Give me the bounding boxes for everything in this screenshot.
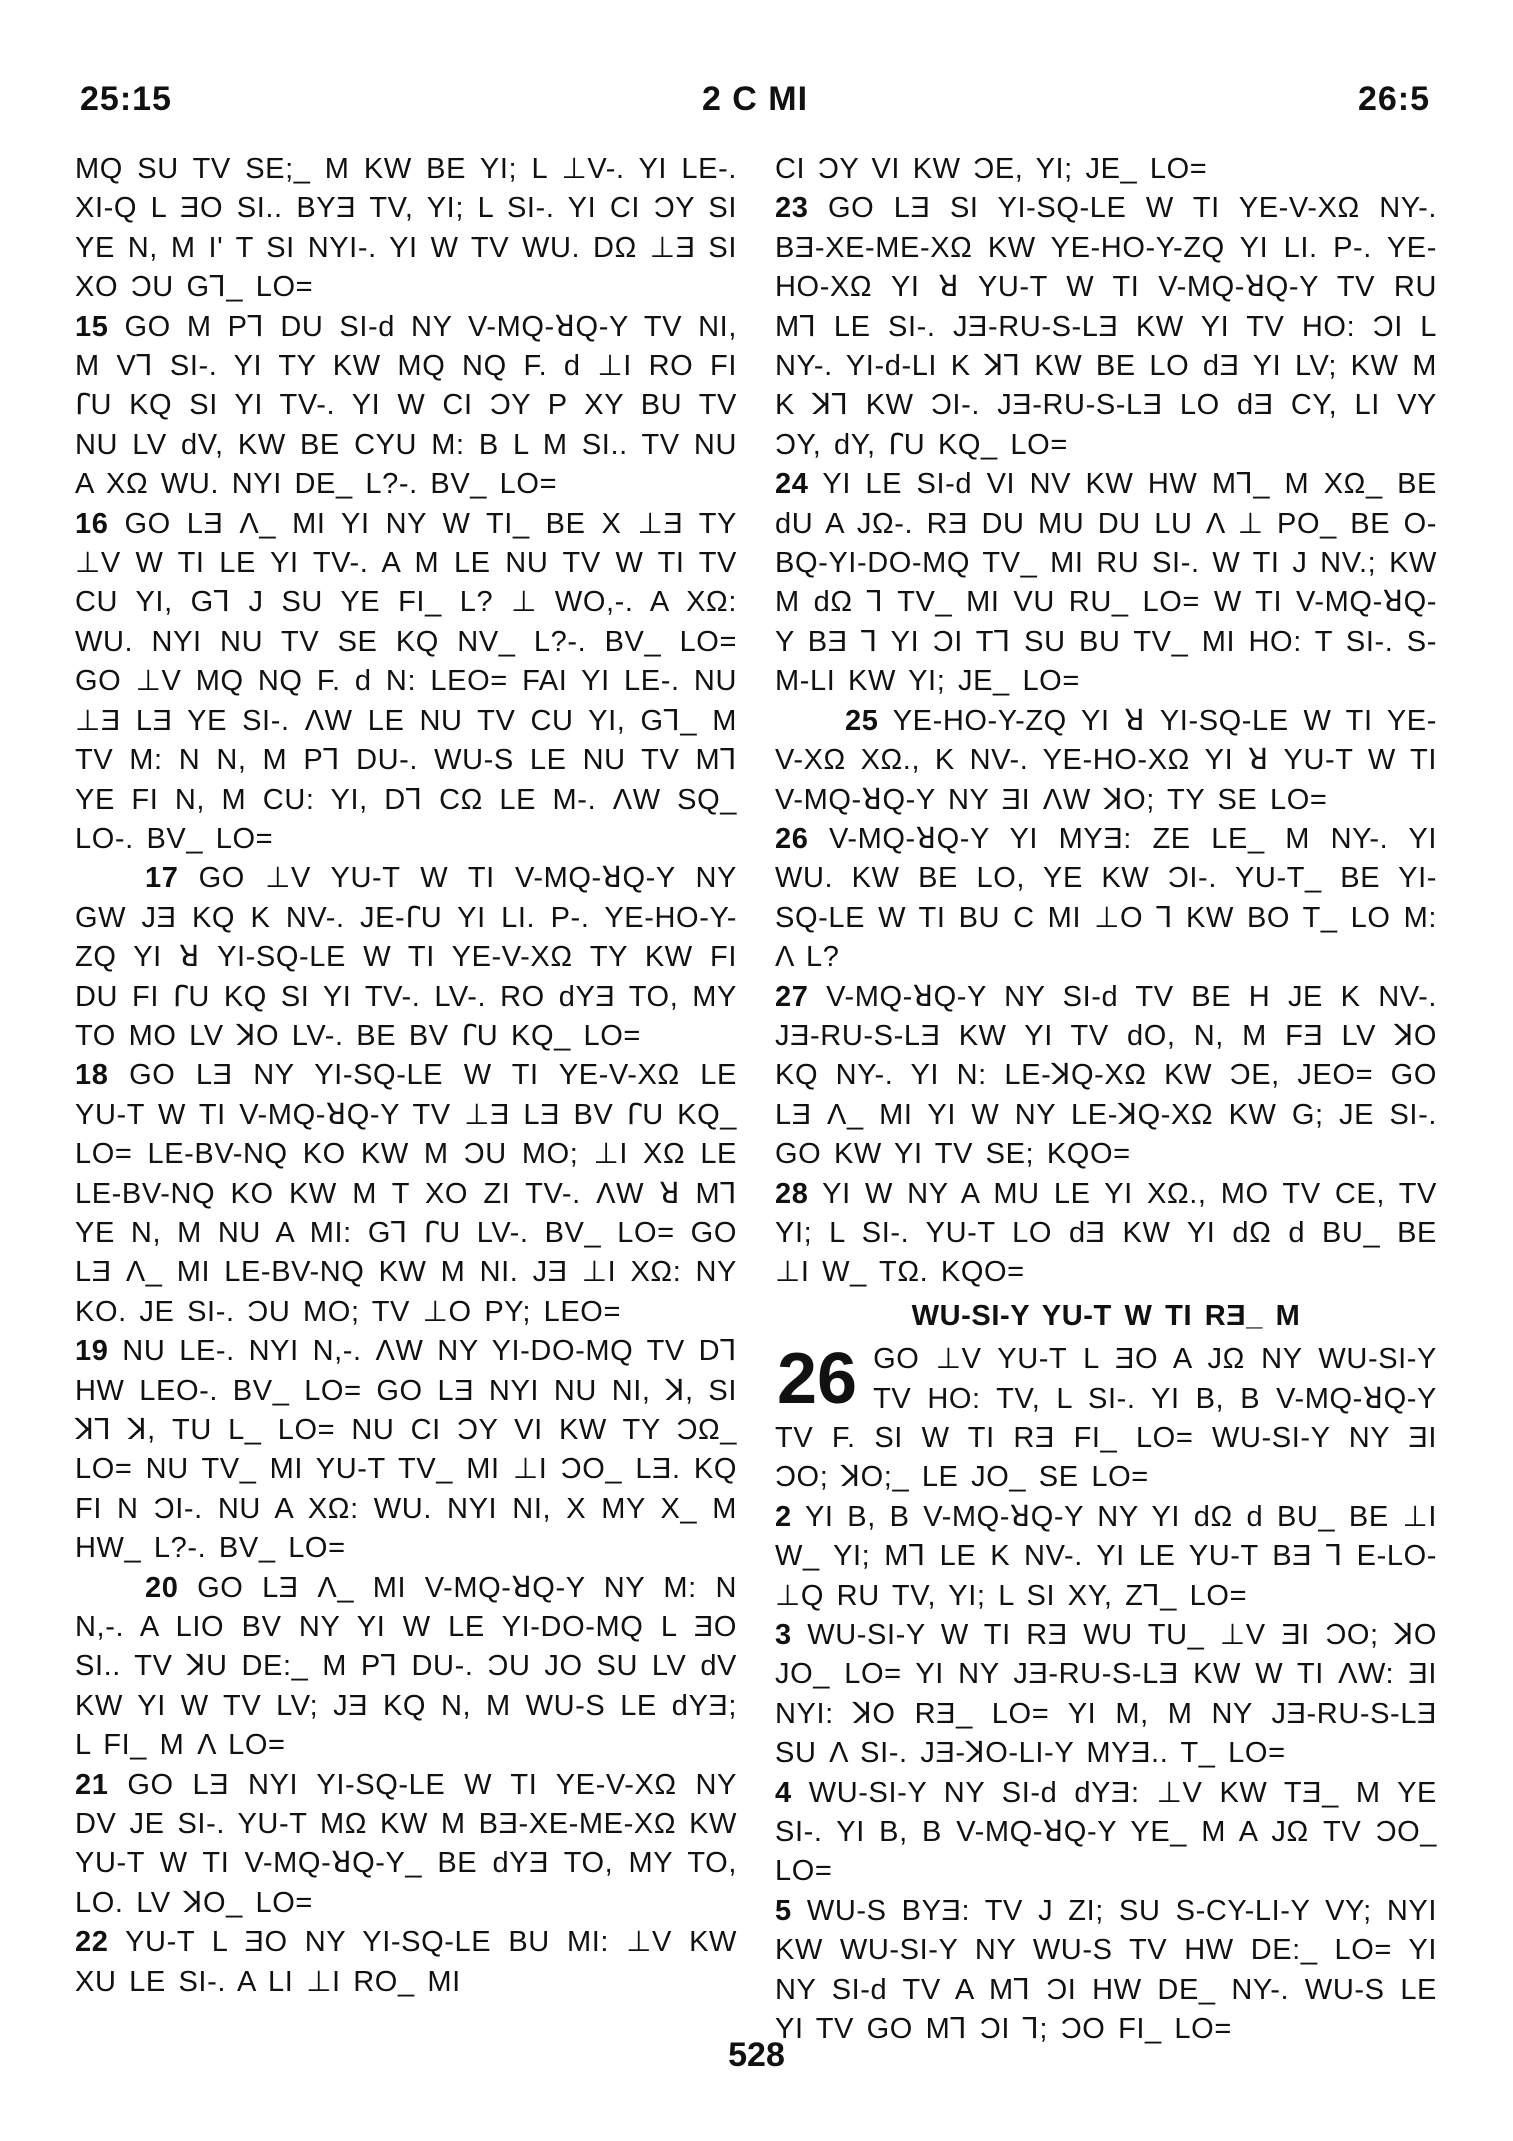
verse-number: 22 (75, 1926, 109, 1959)
chapter-number: 26 (777, 1339, 858, 1420)
verse-text: GO ⊥V YU-T L ƎO A JΩ NY WU-SI-Y TV HO: TV, L SI-. YI B, B V-MQ-ꓤQ-Y TV F. SI W TI RƎ FI_ LO= WU-SI-Y NY ƎI ƆO; ꓘO;_ LE JO_ SE LO= (775, 1343, 1437, 1494)
verse-text: WU-SI-Y NY SI-d dYƎ: ⊥V KW TƎ_ M YE SI-. YI B, B V-MQ-ꓤQ-Y YE_ M A JΩ TV ƆO_ LO= (775, 1776, 1437, 1888)
verse-paragraph (75, 1332, 737, 1568)
chapter-heading: WU-SI-Y YU-T W TI RƎ_ M (911, 1299, 1301, 1332)
verse-text: V-MQ-ꓤQ-Y YI MYƎ: ZE LE_ M NY-. YI WU. KW BE LO, YE KW ƆI-. YU-T_ BE YI-SQ-LE W TI BU C MI ⊥O ⅂ KW BO T_ LO M: Λ L? (775, 822, 1437, 974)
verse-text: YI LE SI-d VI NV KW HW M⅂_ M XΩ_ BE dU A JΩ-. RƎ DU MU DU LU Λ ⊥ PO_ BE O-BQ-YI-DO-MQ TV_ MI RU SI-. W TI J NV.; KW M dΩ ⅂ TV_ MI VU RU_ LO= W TI V-MQ-ꓤQ-Y BƎ ⅂ YI ƆI T⅂ SU BU TV_ MI HO: T SI-. S-M-LI KW YI; JE_ LO= (775, 468, 1437, 698)
verse-number: 16 (75, 507, 109, 540)
verse-text: GO LƎ SI YI-SQ-LE W TI YE-V-XΩ NY-. BƎ-XE-ME-XΩ KW YE-HO-Y-ZQ YI LI. P-. YE-HO-XΩ YI ꓤ YU-T W TI V-MQ-ꓤQ-Y TV RU M⅂ LE SI-. JƎ-RU-S-LƎ KW YI TV HO: ƆI L NY-. YI-d-LI K ꓘ⅂ KW BE LO dƎ YI LV; KW M K ꓘ⅂ KW ƆI-. JƎ-RU-S-LƎ LO dƎ CY, LI VY ƆY, dY, ꓩU KQ_ LO= (775, 192, 1437, 461)
page-header (80, 80, 1430, 130)
verse-text: YI W NY A MU LE YI XΩ., MO TV CE, TV YI; L SI-. YU-T LO dƎ KW YI dΩ d BU_ BE ⊥I W_ TΩ. KQO= (775, 1177, 1437, 1289)
verse-paragraph (775, 1340, 1437, 1498)
verse-number: 27 (775, 980, 809, 1013)
header-chapter-verse-start: 25:15 (80, 80, 172, 118)
verse-text: WU-S BYƎ: TV J ZI; SU S-CY-LI-Y VY; NYI KW WU-SI-Y NY WU-S TV HW DE:_ LO= YI NY SI-d TV A M⅂ ƆI HW DE_ NY-. WU-S LE YI TV GO M⅂ ƆI ⅂; ƆO FI_ LO= (775, 1894, 1437, 2046)
verse-number: 18 (75, 1059, 109, 1092)
verse-paragraph (75, 150, 737, 308)
verse-paragraph (75, 1056, 737, 1332)
verse-text: YE-HO-Y-ZQ YI ꓤ YI-SQ-LE W TI YE-V-XΩ XΩ., K NV-. YE-HO-XΩ YI ꓤ YU-T W TI V-MQ-ꓤQ-Y NY ƎI ΛW ꓘO; TY SE LO= (775, 704, 1437, 816)
verse-paragraph (775, 189, 1437, 465)
page-number: 528 (728, 2036, 785, 2074)
verse-number: 20 (145, 1571, 179, 1604)
verse-number: 3 (775, 1619, 792, 1652)
verse-paragraph (775, 1774, 1437, 1892)
verse-paragraph (75, 1923, 737, 2002)
verse-text: YU-T L ƎO NY YI-SQ-LE BU MI: ⊥V KW XU LE SI-. A LI ⊥I RO_ MI (75, 1926, 737, 1998)
verse-text: GO LƎ Λ_ MI V-MQ-ꓤQ-Y NY M: N N,-. A LIO BV NY YI W LE YI-DO-MQ L ƎO SI.. TV ꓘU DE:_ M P⅂ DU-. ƆU JO SU LV dV KW YI W TV LV; JƎ KQ N, M WU-S LE dYƎ; L FI_ M Λ LO= (75, 1571, 737, 1762)
verse-number: 26 (775, 822, 809, 855)
verse-paragraph (75, 1766, 737, 1924)
verse-text: V-MQ-ꓤQ-Y NY SI-d TV BE H JE K NV-. JƎ-RU-S-LƎ KW YI TV dO, N, M FƎ LV ꓘO KQ NY-. YI N: LE-ꓘQ-XΩ KW ƆE, JEO= GO LƎ Λ_ MI YI W NY LE-ꓘQ-XΩ KW G; JE SI-. GO KW YI TV SE; KQO= (775, 980, 1437, 1171)
verse-number: 17 (145, 862, 179, 895)
verse-text: GO LƎ Λ_ MI YI NY W TI_ BE X ⊥Ǝ TY ⊥V W TI LE YI TV-. A M LE NU TV W TI TV CU YI, G⅂ J SU YE FI_ L? ⊥ WO,-. A XΩ: WU. NYI NU TV SE KQ NV_ L?-. BV_ LO= GO ⊥V MQ NQ F. d N: LEO= FAI YI LE-. NU ⊥Ǝ LƎ YE SI-. ΛW LE NU TV CU YI, G⅂_ M TV M: N N, M P⅂ DU-. WU-S LE NU TV M⅂ YE FI N, M CU: YI, D⅂ CΩ LE M-. ΛW SQ_ LO-. BV_ LO= (75, 507, 737, 855)
verse-paragraph (775, 702, 1437, 820)
verse-paragraph (775, 820, 1437, 978)
right-column-before-chapter (775, 150, 1437, 1293)
verse-number: 28 (775, 1177, 809, 1210)
verse-paragraph (75, 859, 737, 1056)
verse-paragraph (775, 1892, 1437, 2050)
verse-number: 4 (775, 1776, 792, 1809)
verse-number: 2 (775, 1500, 792, 1533)
verse-paragraph (775, 1616, 1437, 1774)
verse-text: YI B, B V-MQ-ꓤQ-Y NY YI dΩ d BU_ BE ⊥I W_ YI; M⅂ LE K NV-. YI LE YU-T BƎ ⅂ E-LO-⊥Q RU TV, YI; L SI XY, Z⅂_ LO= (775, 1500, 1437, 1612)
verse-number: 23 (775, 192, 809, 225)
verse-number: 5 (775, 1894, 792, 1927)
header-book-title: 2 C MI (701, 80, 809, 118)
left-text-column (75, 150, 737, 2002)
right-text-column (775, 150, 1437, 2050)
right-column-after-chapter (775, 1340, 1437, 2049)
header-chapter-verse-end: 26:5 (1357, 80, 1430, 118)
verse-paragraph (775, 1175, 1437, 1293)
verse-number: 24 (775, 468, 809, 501)
verse-paragraph (75, 308, 737, 505)
verse-text: GO LƎ NY YI-SQ-LE W TI YE-V-XΩ LE YU-T W TI V-MQ-ꓤQ-Y TV ⊥Ǝ LƎ BV ꓩU KQ_ LO= LE-BV-NQ KO KW M ƆU MO; ⊥I XΩ LE LE-BV-NQ KO KW M T XO ZI TV-. ΛW ꓤ M⅂ YE N, M NU A MI: G⅂ ꓩU LV-. BV_ LO= GO LƎ Λ_ MI LE-BV-NQ KW M NI. JƎ ⊥I XΩ: NY KO. JE SI-. ƆU MO; TV ⊥O PY; LEO= (75, 1059, 737, 1328)
verse-paragraph (775, 978, 1437, 1175)
verse-number: 19 (75, 1335, 109, 1368)
verse-text: NU LE-. NYI N,-. ΛW NY YI-DO-MQ TV D⅂ HW LEO-. BV_ LO= GO LƎ NYI NU NI, ꓘ, SI ꓘ⅂ ꓘ, TU L_ LO= NU CI ƆY VI KW TY ƆΩ_ LO= NU TV_ MI YU-T TV_ MI ⊥I ƆO_ LƎ. KQ FI N ƆI-. NU A XΩ: WU. NYI NI, X MY X_ M HW_ L?-. BV_ LO= (75, 1335, 737, 1565)
verse-paragraph (775, 1498, 1437, 1616)
verse-number: 25 (845, 704, 879, 737)
verse-paragraph (75, 1569, 737, 1766)
verse-paragraph (775, 150, 1437, 189)
verse-text: MQ SU TV SE;_ M KW BE YI; L ⊥V-. YI LE-. XI-Q L ƎO SI.. BYƎ TV, YI; L SI-. YI CI ƆY SI YE N, M I' T SI NYI-. YI W TV WU. DΩ ⊥Ǝ SI XO ƆU G⅂_ LO= (75, 153, 737, 304)
verse-number: 15 (75, 310, 109, 343)
verse-text: WU-SI-Y W TI RƎ WU TU_ ⊥V ƎI ƆO; ꓘO JO_ LO= YI NY JƎ-RU-S-LƎ KW W TI ΛW: ƎI NYI: ꓘO RƎ_ LO= YI M, M NY JƎ-RU-S-LƎ SU Λ SI-. JƎ-ꓘO-LI-Y MYƎ.. T_ LO= (775, 1619, 1437, 1770)
verse-text: GO ⊥V YU-T W TI V-MQ-ꓤQ-Y NY GW JƎ KQ K NV-. JE-ꓩU YI LI. P-. YE-HO-Y-ZQ YI ꓤ YI-SQ-LE W TI YE-V-XΩ TY KW FI DU FI ꓩU KQ SI YI TV-. LV-. RO dYƎ TO, MY TO MO LV ꓘO LV-. BE BV ꓩU KQ_ LO= (75, 862, 737, 1052)
verse-text: GO LƎ NYI YI-SQ-LE W TI YE-V-XΩ NY DV JE SI-. YU-T MΩ KW M BƎ-XE-ME-XΩ KW YU-T W TI V-MQ-ꓤQ-Y_ BE dYƎ TO, MY TO, LO. LV ꓘO_ LO= (75, 1768, 737, 1919)
verse-paragraph (75, 505, 737, 860)
verse-text: GO M P⅂ DU SI-d NY V-MQ-ꓤQ-Y TV NI, M V⅂ SI-. YI TY KW MQ NQ F. d ⊥I RO FI ꓩU KQ SI YI TV-. YI W CI ƆY P XY BU TV NU LV dV, KW BE CYU M: B L M SI.. TV NU A XΩ WU. NYI DE_ L?-. BV_ LO= (75, 310, 737, 501)
verse-text: CI ƆY VI KW ƆE, YI; JE_ LO= (775, 153, 1208, 185)
verse-paragraph (775, 465, 1437, 701)
verse-number: 21 (75, 1768, 109, 1801)
